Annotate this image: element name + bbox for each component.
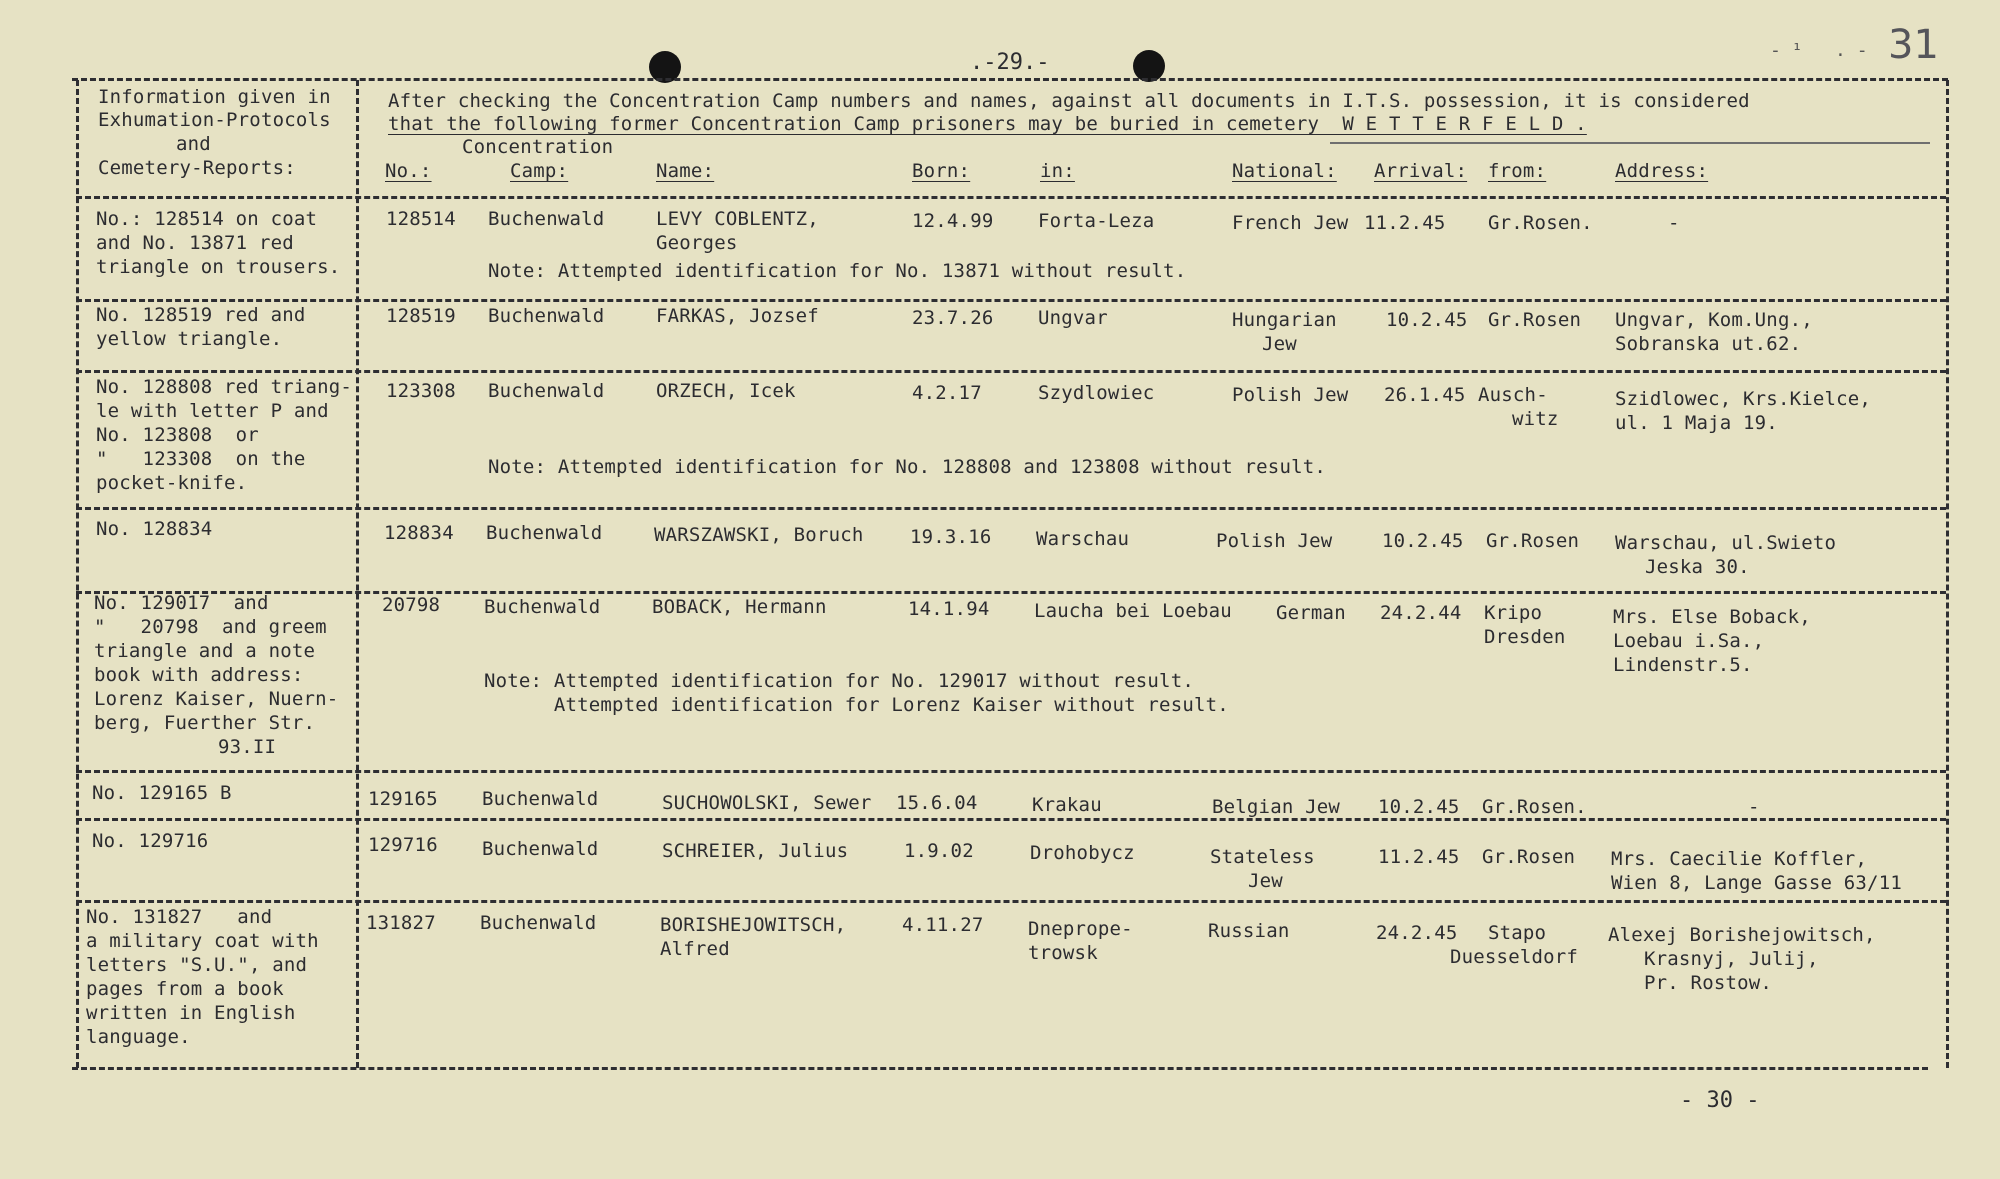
- born-date: 4.11.27: [902, 914, 984, 936]
- info-line: No. 129017 and: [94, 592, 269, 614]
- info-line: a military coat with: [86, 930, 319, 952]
- prisoner-number: 128519: [386, 305, 456, 327]
- info-line: book with address:: [94, 664, 304, 686]
- nationality: Polish Jew: [1216, 530, 1333, 552]
- birthplace: Dneprope-: [1028, 918, 1133, 940]
- frame-right: [1946, 80, 1949, 1068]
- birthplace: Krakau: [1032, 794, 1102, 816]
- header-left-line: Exhumation-Protocols: [98, 109, 331, 131]
- born-date: 23.7.26: [912, 307, 994, 329]
- nationality: Polish Jew: [1232, 384, 1349, 406]
- camp: Buchenwald: [482, 838, 599, 860]
- name: ORZECH, Icek: [656, 380, 796, 402]
- arrival-from: Dresden: [1484, 626, 1566, 648]
- birthplace: trowsk: [1028, 942, 1098, 964]
- col-header-address: Address:: [1615, 160, 1709, 182]
- arrival-date: 10.2.45: [1378, 796, 1460, 818]
- prisoner-number: 128514: [386, 208, 456, 230]
- born-date: 4.2.17: [912, 382, 982, 404]
- address: Alexej Borishejowitsch,: [1608, 924, 1876, 946]
- intro-line-2: that the following former Concentration Camp prisoners may be buried in cemetery W E T T E R F E L D .: [388, 113, 1587, 135]
- info-line: pocket-knife.: [96, 472, 248, 494]
- info-line: No. 129716: [92, 830, 209, 852]
- bottom-page-number: - 30 -: [1680, 1088, 1760, 1113]
- address: Mrs. Else Boback,: [1613, 606, 1811, 628]
- prisoner-number: 128834: [384, 522, 454, 544]
- arrival-date: 24.2.45: [1376, 922, 1458, 944]
- birthplace: Drohobycz: [1030, 842, 1135, 864]
- address: Warschau, ul.Swieto: [1615, 532, 1837, 554]
- name: BOBACK, Hermann: [652, 596, 827, 618]
- col-header-camp: Camp:: [510, 160, 569, 182]
- arrival-from: Gr.Rosen.: [1488, 212, 1593, 234]
- name: SUCHOWOLSKI, Sewer: [662, 792, 872, 814]
- prisoner-number: 131827: [366, 912, 436, 934]
- address: Lindenstr.5.: [1613, 654, 1753, 676]
- info-line: letters "S.U.", and: [86, 954, 308, 976]
- frame-top: [72, 78, 1948, 81]
- info-line: No.: 128514 on coat: [96, 208, 318, 230]
- nationality: Jew: [1262, 333, 1297, 355]
- arrival-from: Gr.Rosen: [1482, 846, 1576, 868]
- note: Note: Attempted identification for No. 129017 without result.: [484, 670, 1194, 692]
- info-line: and No. 13871 red: [96, 232, 294, 254]
- info-line: No. 128808 red triang-: [96, 376, 353, 398]
- header-left-line: Information given in: [98, 86, 331, 108]
- info-line: No. 131827 and: [86, 906, 273, 928]
- arrival-from: Ausch-: [1478, 384, 1548, 406]
- frame-divider: [356, 80, 359, 1068]
- intro-underline-end: [1330, 142, 1930, 144]
- info-line: Lorenz Kaiser, Nuern-: [94, 688, 339, 710]
- birthplace: Laucha bei Loebau: [1034, 600, 1232, 622]
- header-separator: [76, 196, 1946, 199]
- born-date: 15.6.04: [896, 792, 978, 814]
- address: Szidlowec, Krs.Kielce,: [1615, 388, 1872, 410]
- nationality: Stateless: [1210, 846, 1315, 868]
- born-date: 1.9.02: [904, 840, 974, 862]
- address: ul. 1 Maja 19.: [1615, 412, 1778, 434]
- nationality: Russian: [1208, 920, 1290, 942]
- camp: Buchenwald: [488, 208, 605, 230]
- arrival-date: 24.2.44: [1380, 602, 1462, 624]
- arrival-date: 11.2.45: [1378, 846, 1460, 868]
- address: Pr. Rostow.: [1644, 972, 1773, 994]
- prisoner-number: 20798: [382, 594, 441, 616]
- info-line: berg, Fuerther Str.: [94, 712, 316, 734]
- camp: Buchenwald: [488, 380, 605, 402]
- camp: Buchenwald: [480, 912, 597, 934]
- row-separator-1: [76, 299, 1946, 302]
- note: Note: Attempted identification for No. 128808 and 123808 without result.: [488, 456, 1327, 478]
- arrival-date: 10.2.45: [1386, 309, 1468, 331]
- born-date: 14.1.94: [908, 598, 990, 620]
- birthplace: Warschau: [1036, 528, 1130, 550]
- info-line: No. 129165 B: [92, 782, 232, 804]
- arrival-from: Kripo: [1484, 602, 1543, 624]
- name: WARSZAWSKI, Boruch: [654, 524, 864, 546]
- arrival-date: 26.1.45: [1384, 384, 1466, 406]
- info-line: No. 123808 or: [96, 424, 259, 446]
- camp: Buchenwald: [482, 788, 599, 810]
- address: -: [1668, 212, 1680, 234]
- row-separator-7: [76, 900, 1946, 903]
- col-header-no: No.:: [385, 160, 432, 182]
- arrival-date: 10.2.45: [1382, 530, 1464, 552]
- arrival-from: Stapo: [1488, 922, 1547, 944]
- frame-bottom: [72, 1067, 1928, 1070]
- birthplace: Szydlowiec: [1038, 382, 1155, 404]
- arrival-from: Gr.Rosen.: [1482, 796, 1587, 818]
- address: Ungvar, Kom.Ung.,: [1615, 309, 1813, 331]
- col-header-arrival: Arrival:: [1374, 160, 1468, 182]
- name: Georges: [656, 232, 738, 254]
- name: BORISHEJOWITSCH,: [660, 914, 847, 936]
- corner-marks: - ¹ . -: [1770, 40, 1868, 61]
- address: -: [1748, 796, 1760, 818]
- col-header-name: Name:: [656, 160, 715, 182]
- col-header-concentration: Concentration: [462, 136, 614, 158]
- prisoner-number: 129165: [368, 788, 438, 810]
- camp: Buchenwald: [484, 596, 601, 618]
- row-separator-5: [76, 770, 1946, 773]
- prisoner-number: 129716: [368, 834, 438, 856]
- row-separator-3: [76, 507, 1946, 510]
- col-header-from: from:: [1488, 160, 1547, 182]
- born-date: 12.4.99: [912, 210, 994, 232]
- born-date: 19.3.16: [910, 526, 992, 548]
- name: Alfred: [660, 938, 730, 960]
- note: Note: Attempted identification for No. 13871 without result.: [488, 260, 1187, 282]
- address: Wien 8, Lange Gasse 63/11: [1611, 872, 1902, 894]
- col-header-national: National:: [1232, 160, 1337, 182]
- header-left-line: and: [176, 133, 211, 155]
- nationality: Jew: [1248, 870, 1283, 892]
- address: Mrs. Caecilie Koffler,: [1611, 848, 1868, 870]
- name: SCHREIER, Julius: [662, 840, 849, 862]
- info-line: language.: [86, 1026, 191, 1048]
- arrival-from: Gr.Rosen: [1486, 530, 1580, 552]
- camp: Buchenwald: [488, 305, 605, 327]
- info-line: triangle on trousers.: [96, 256, 341, 278]
- address: Sobranska ut.62.: [1615, 333, 1802, 355]
- info-line: pages from a book: [86, 978, 284, 1000]
- address: Loebau i.Sa.,: [1613, 630, 1765, 652]
- info-line: 93.II: [218, 736, 277, 758]
- info-line: No. 128519 red and: [96, 304, 306, 326]
- prisoner-number: 123308: [386, 380, 456, 402]
- info-line: triangle and a note: [94, 640, 316, 662]
- name: LEVY COBLENTZ,: [656, 208, 819, 230]
- top-page-number: .-29.-: [970, 50, 1050, 75]
- arrival-from: Gr.Rosen: [1488, 309, 1582, 331]
- info-line: " 20798 and greem: [94, 616, 327, 638]
- nationality: Belgian Jew: [1212, 796, 1341, 818]
- col-header-born: Born:: [912, 160, 971, 182]
- corner-page-number: 31: [1888, 22, 1939, 68]
- info-line: le with letter P and: [96, 400, 329, 422]
- info-line: yellow triangle.: [96, 328, 283, 350]
- arrival-date: 11.2.45: [1364, 212, 1446, 234]
- arrival-from: Duesseldorf: [1450, 946, 1579, 968]
- row-separator-2: [76, 370, 1946, 373]
- col-header-in: in:: [1040, 160, 1075, 182]
- nationality: Hungarian: [1232, 309, 1337, 331]
- nationality: German: [1276, 602, 1346, 624]
- address: Krasnyj, Julij,: [1644, 948, 1819, 970]
- arrival-from: witz: [1512, 408, 1559, 430]
- row-separator-4: [76, 591, 1946, 594]
- address: Jeska 30.: [1645, 556, 1750, 578]
- nationality: French Jew: [1232, 212, 1349, 234]
- camp: Buchenwald: [486, 522, 603, 544]
- info-line: " 123308 on the: [96, 448, 306, 470]
- info-line: No. 128834: [96, 518, 213, 540]
- birthplace: Ungvar: [1038, 307, 1108, 329]
- note: Attempted identification for Lorenz Kaiser without result.: [484, 694, 1229, 716]
- intro-line-1: After checking the Concentration Camp numbers and names, against all documents in I.T.S. possession, it is considered: [388, 90, 1750, 112]
- frame-left: [76, 80, 79, 1068]
- row-separator-6: [76, 818, 1946, 821]
- birthplace: Forta-Leza: [1038, 210, 1155, 232]
- info-line: written in English: [86, 1002, 296, 1024]
- name: FARKAS, Jozsef: [656, 305, 819, 327]
- header-left-line: Cemetery-Reports:: [98, 157, 296, 179]
